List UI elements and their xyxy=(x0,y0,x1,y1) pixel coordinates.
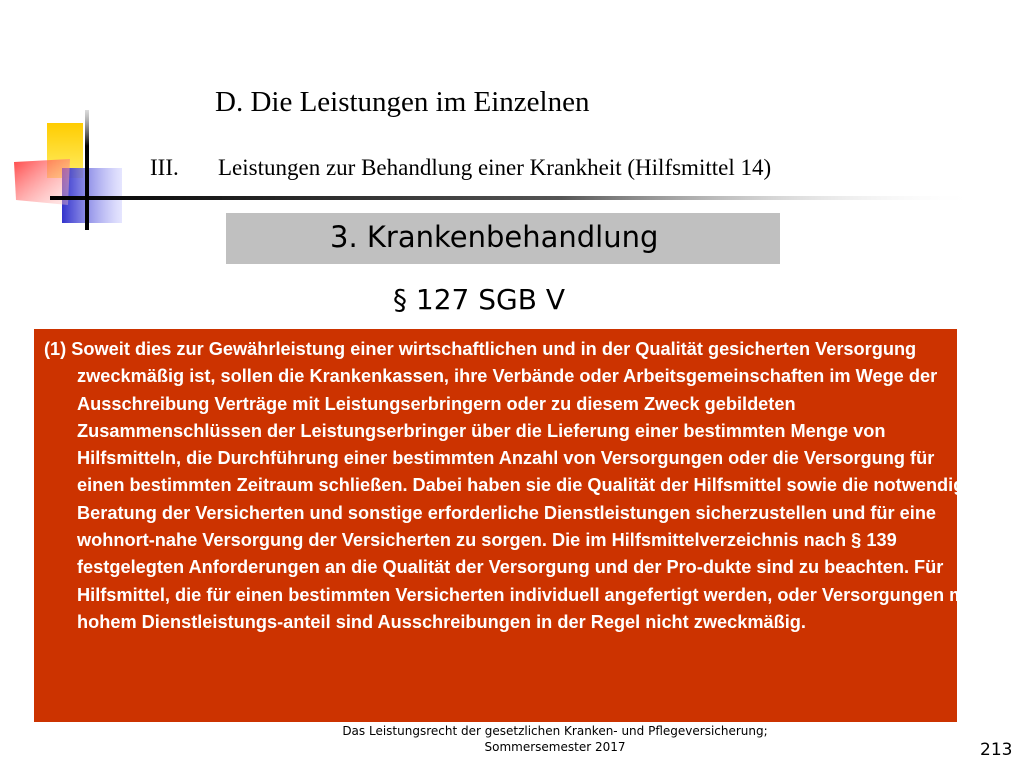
section-label: 3. Krankenbehandlung xyxy=(330,220,659,254)
subtitle-text: Leistungen zur Behandlung einer Krankheit (Hilfsmittel 14) xyxy=(218,155,772,180)
footer-line-2: Sommersemester 2017 xyxy=(484,740,626,754)
law-reference: § 127 SGB V xyxy=(393,283,565,316)
decorative-graphic xyxy=(0,0,1024,240)
page-number: 213 xyxy=(980,740,1013,760)
paragraph-text: (1) Soweit dies zur Gewährleistung einer wirtschaftlichen und in der Qualität gesicherten Versorgung zweckmäßig ist, sollen die Krankenkassen, ihre Verbände oder Arbeitsgemeinschaften im Wege der Ausschreibung Verträge mit Leistungserbringern oder zu diesem Zweck gebildeten Zusammenschlüssen der Leistungserbringer über die Lieferung einer bestimmten Menge von Hilfsmitteln, die Durchführung einer bestimmten Anzahl von Versorgungen oder die Versorgung für einen bestimmten Zeitraum schließen. Dabei haben sie die Qualität der Hilfsmittel sowie die notwendige Beratung der Versicherten und sonstige erforderliche Dienstleistungen sicherzustellen und für eine wohnort-nahe Versorgung der Versicherten zu sorgen. Die im Hilfsmittelverzeichnis nach § 139 festgelegten Anforderungen an die Qualität der Versorgung und der Pro-dukte sind zu beachten. Für Hilfsmittel, die für einen bestimmten Versicherten individuell angefertigt werden, oder Versorgungen mit hohem Dienstleistungs-anteil sind Ausschreibungen in der Regel nicht zweckmäßig. xyxy=(44,339,977,632)
blue-square xyxy=(62,168,122,223)
horizontal-rule xyxy=(50,196,980,200)
footer-line-1: Das Leistungsrecht der gesetzlichen Kranken- und Pflegeversicherung; xyxy=(342,724,768,738)
vertical-rule xyxy=(85,110,89,230)
subtitle-number: III. xyxy=(150,155,179,180)
footer xyxy=(330,723,780,755)
slide-subtitle xyxy=(150,155,771,181)
slide-title: D. Die Leistungen im Einzelnen xyxy=(215,86,590,118)
